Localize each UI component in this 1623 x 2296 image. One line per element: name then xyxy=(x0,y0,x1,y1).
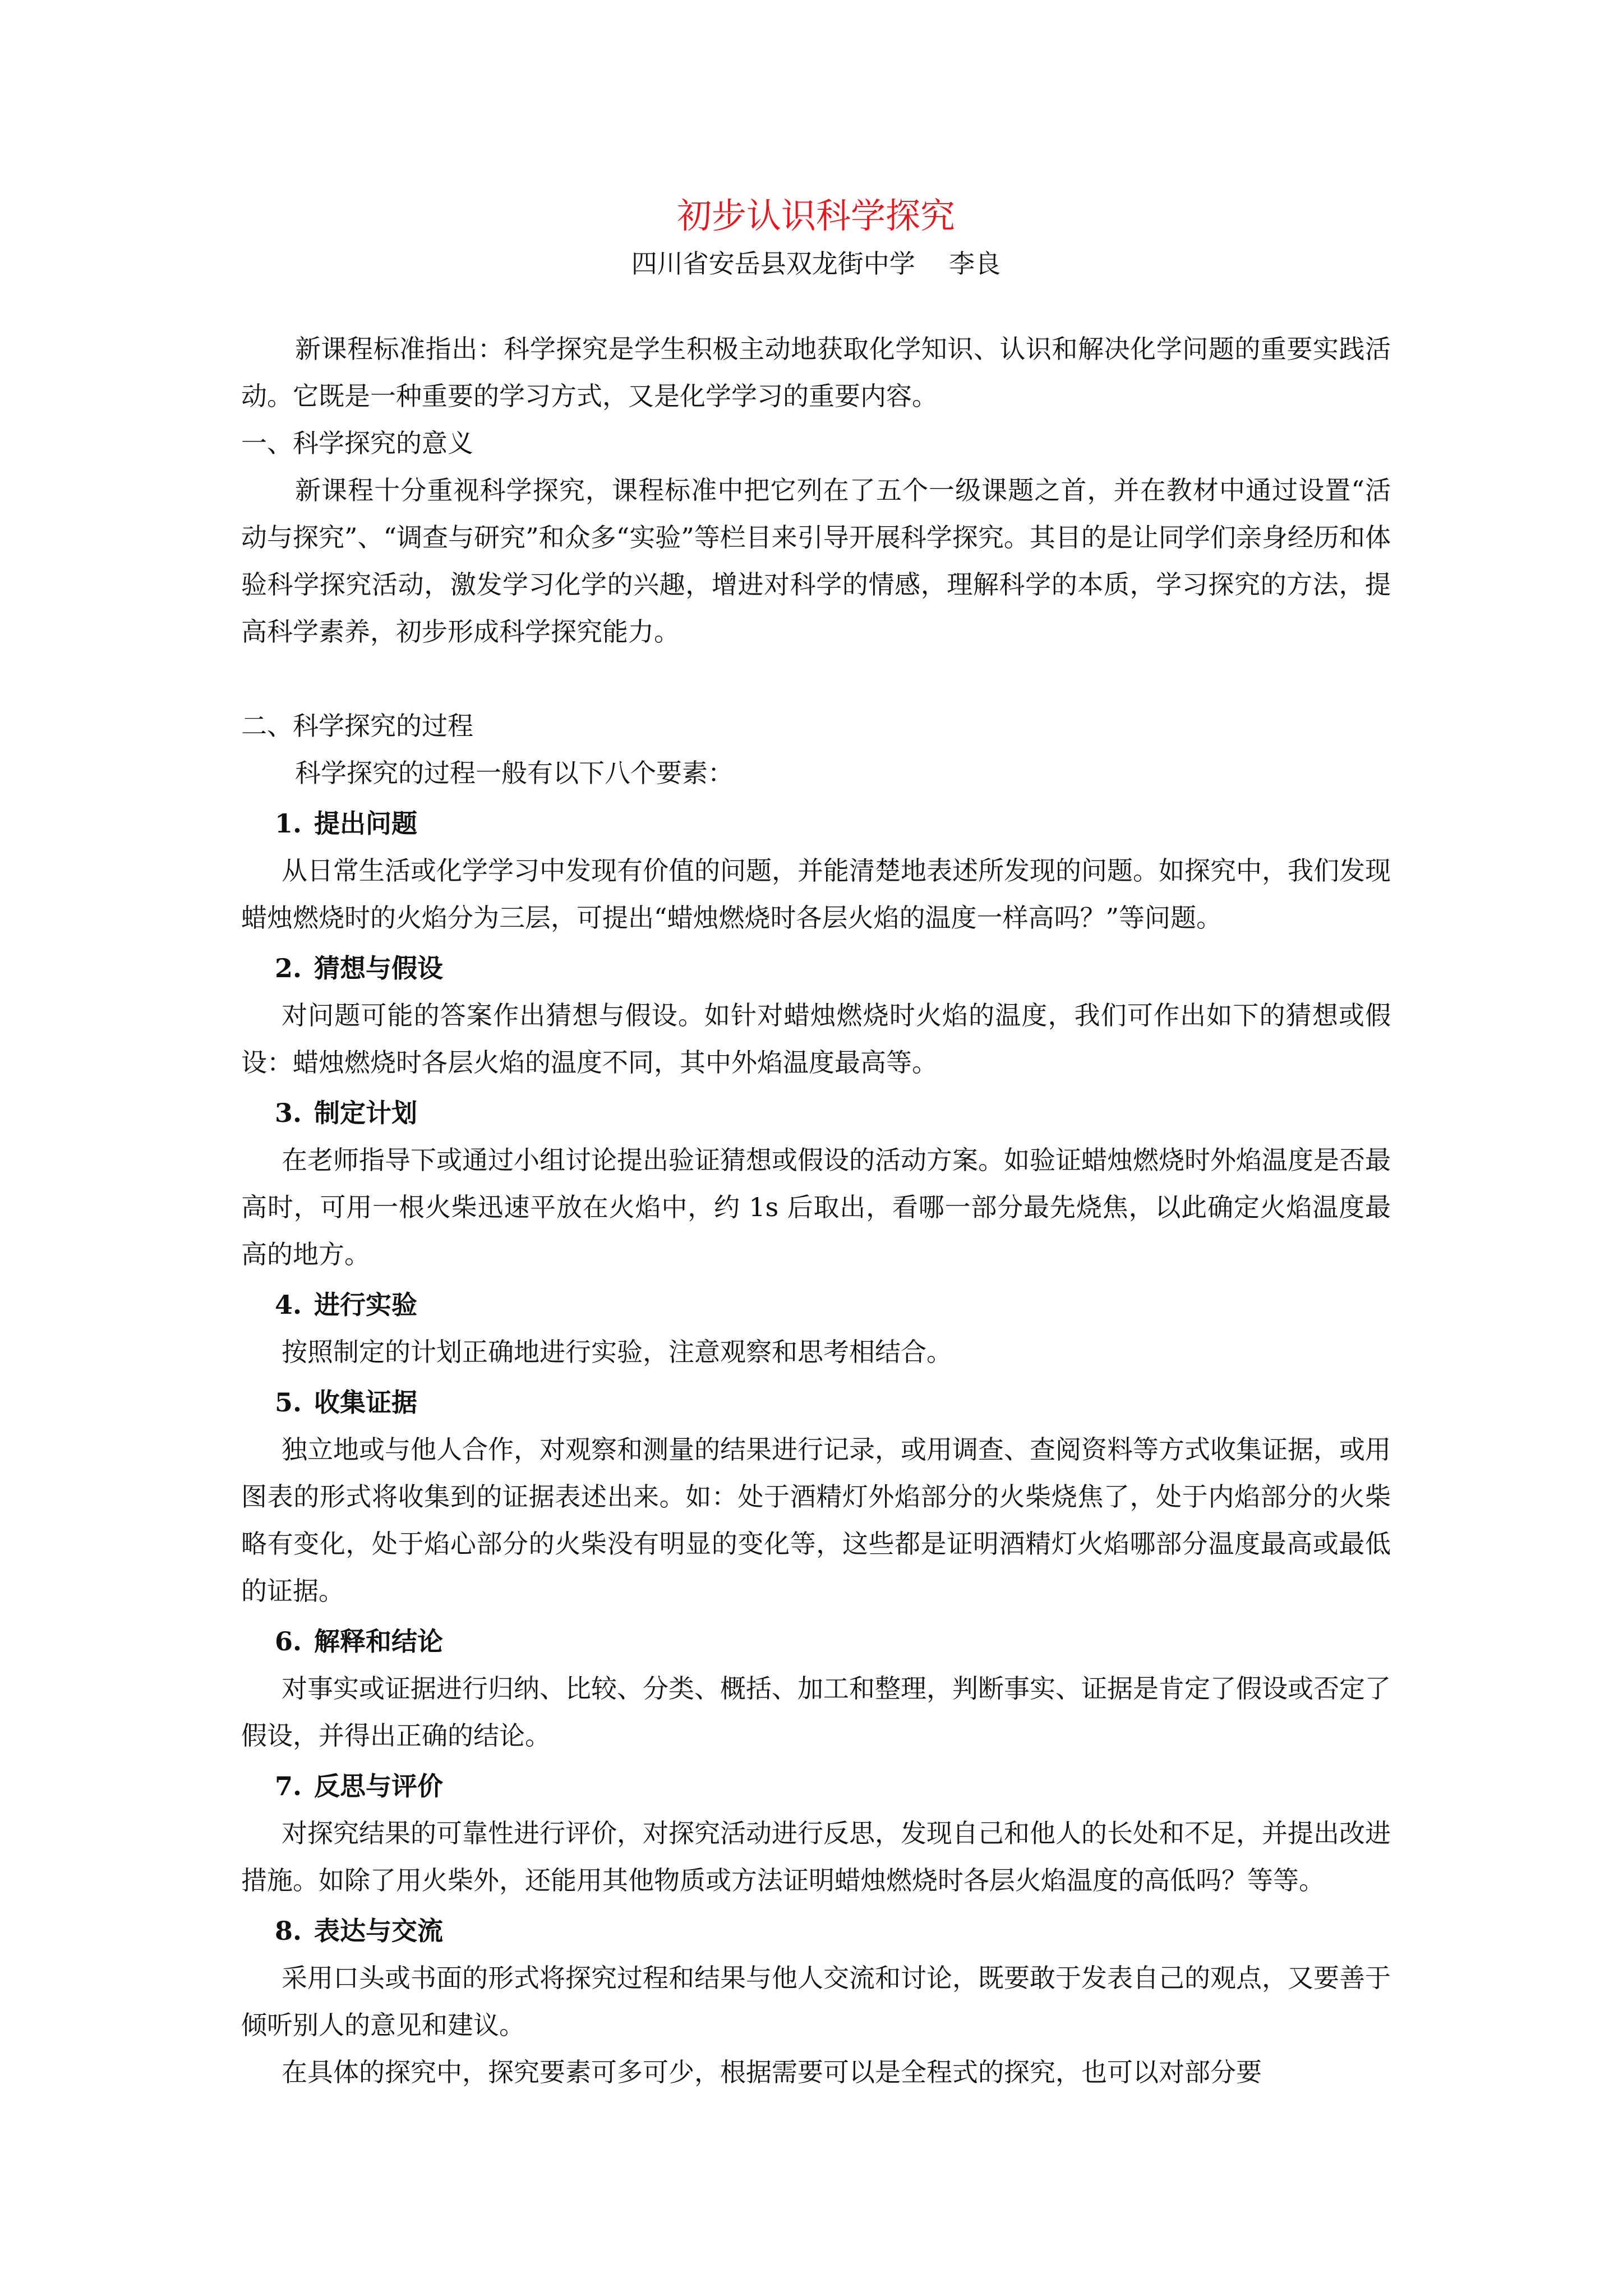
section-1-heading: 一、科学探究的意义 xyxy=(241,428,473,458)
item-number: 4. xyxy=(275,1290,302,1320)
item-7-heading xyxy=(241,1763,1391,1810)
item-number: 2. xyxy=(275,953,302,983)
item-label: 进行实验 xyxy=(314,1290,417,1320)
item-label: 提出问题 xyxy=(314,808,417,839)
author-line: 四川省安岳县双龙街中学 李良 xyxy=(631,249,1001,279)
item-5-body: 独立地或与他人合作，对观察和测量的结果进行记录，或用调查、查阅资料等方式收集证据，或用图表的形式将收集到的证据表述出来。如：处于酒精灯外焰部分的火柴烧焦了，处于内焰部分的火柴略有变化，处于焰心部分的火柴没有明显的变化等，这些都是证明酒精灯火焰哪部分温度最高或最低的证据。 xyxy=(241,1434,1391,1606)
item-5-heading xyxy=(241,1379,1391,1426)
item-2-heading xyxy=(241,945,1391,992)
item-label: 制定计划 xyxy=(314,1098,417,1128)
item-4-body: 按照制定的计划正确地进行实验，注意观察和思考相结合。 xyxy=(282,1337,952,1367)
item-label: 解释和结论 xyxy=(314,1626,443,1657)
item-3-body: 在老师指导下或通过小组讨论提出验证猜想或假设的活动方案。如验证蜡烛燃烧时外焰温度是否最高时，可用一根火柴迅速平放在火焰中，约 1s 后取出，看哪一部分最先烧焦，以此确定火焰温度最高的地方。 xyxy=(241,1145,1391,1269)
document-page xyxy=(241,191,1391,2096)
item-6-heading xyxy=(241,1618,1391,1665)
item-label: 猜想与假设 xyxy=(314,953,443,983)
item-number: 5. xyxy=(275,1387,302,1418)
intro-paragraph: 新课程标准指出：科学探究是学生积极主动地获取化学知识、认识和解决化学问题的重要实践活动。它既是一种重要的学习方式，又是化学学习的重要内容。 xyxy=(241,334,1391,411)
closing-paragraph: 在具体的探究中，探究要素可多可少，根据需要可以是全程式的探究，也可以对部分要 xyxy=(282,2057,1262,2087)
section-2-heading: 二、科学探究的过程 xyxy=(241,711,473,741)
item-number: 8. xyxy=(275,1916,302,1946)
item-4-heading xyxy=(241,1281,1391,1328)
item-2-body: 对问题可能的答案作出猜想与假设。如针对蜡烛燃烧时火焰的温度，我们可作出如下的猜想或假设：蜡烛燃烧时各层火焰的温度不同，其中外焰温度最高等。 xyxy=(241,1000,1391,1078)
item-label: 反思与评价 xyxy=(314,1771,443,1801)
item-number: 7. xyxy=(275,1771,302,1801)
document-title: 初步认识科学探究 xyxy=(676,195,955,236)
item-6-body: 对事实或证据进行归纳、比较、分类、概括、加工和整理，判断事实、证据是肯定了假设或否定了假设，并得出正确的结论。 xyxy=(241,1673,1391,1751)
item-label: 表达与交流 xyxy=(314,1916,443,1946)
section-2-lead: 科学探究的过程一般有以下八个要素： xyxy=(295,758,734,788)
item-1-heading xyxy=(241,800,1391,847)
item-1-body: 从日常生活或化学学习中发现有价值的问题，并能清楚地表述所发现的问题。如探究中，我们发现蜡烛燃烧时的火焰分为三层，可提出“蜡烛燃烧时各层火焰的温度一样高吗？”等问题。 xyxy=(241,855,1391,933)
item-number: 6. xyxy=(275,1626,302,1657)
item-3-heading xyxy=(241,1089,1391,1137)
section-1-body: 新课程十分重视科学探究，课程标准中把它列在了五个一级课题之首，并在教材中通过设置“活动与探究”、“调查与研究”和众多“实验”等栏目来引导开展科学探究。其目的是让同学们亲身经历和体验科学探究活动，激发学习化学的兴趣，增进对科学的情感，理解科学的本质，学习探究的方法，提高科学素养，初步形成科学探究能力。 xyxy=(241,475,1391,647)
item-number: 1. xyxy=(275,808,302,839)
item-8-body: 采用口头或书面的形式将探究过程和结果与他人交流和讨论，既要敢于发表自己的观点，又要善于倾听别人的意见和建议。 xyxy=(241,1963,1391,2040)
item-number: 3. xyxy=(275,1098,302,1128)
section-spacer xyxy=(241,655,1391,702)
item-8-heading xyxy=(241,1907,1391,1954)
item-7-body: 对探究结果的可靠性进行评价，对探究活动进行反思，发现自己和他人的长处和不足，并提出改进措施。如除了用火柴外，还能用其他物质或方法证明蜡烛燃烧时各层火焰温度的高低吗？等等。 xyxy=(241,1818,1391,1895)
item-label: 收集证据 xyxy=(314,1387,417,1418)
